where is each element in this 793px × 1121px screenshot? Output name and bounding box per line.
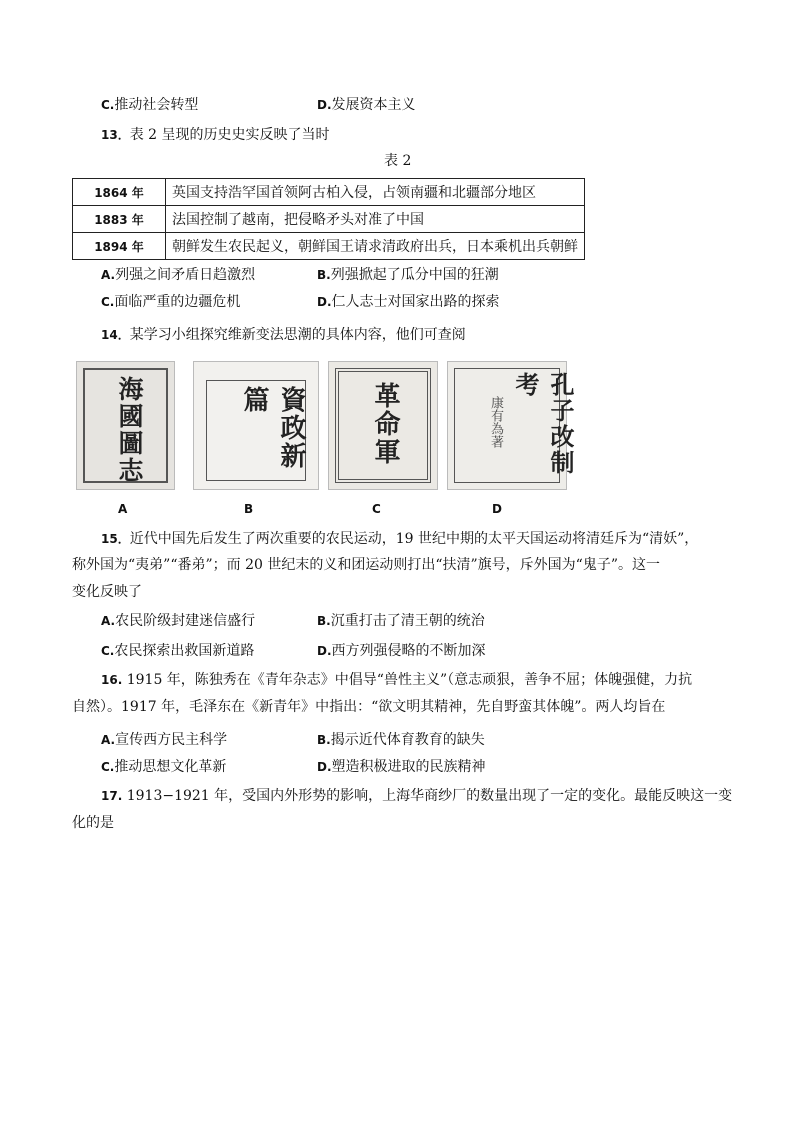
table-row: 1894 年 朝鲜发生农民起义，朝鲜国王请求清政府出兵，日本乘机出兵朝鲜 <box>73 233 585 260</box>
q13-table-title: 表 2 <box>384 153 412 169</box>
table-row: 1883 年 法国控制了越南，把侵略矛头对准了中国 <box>73 206 585 233</box>
q15-option-a: A.农民阶级封建迷信盛行 <box>101 613 256 629</box>
q13-option-b: B.列强掀起了瓜分中国的狂潮 <box>317 267 499 283</box>
book-title-c: 革命軍 <box>370 382 400 466</box>
q17-stem-line2: 化的是 <box>72 815 114 831</box>
q15-stem-line3: 变化反映了 <box>72 584 142 600</box>
q14-stem: 14．某学习小组探究维新变法思潮的具体内容，他们可查阅 <box>101 327 466 343</box>
q13-table <box>72 178 585 260</box>
table-row: 1864 年 英国支持浩罕国首领阿古柏入侵，占领南疆和北疆部分地区 <box>73 179 585 206</box>
book-title-a: 海國圖志 <box>115 376 144 484</box>
book-cover-c-image <box>328 361 438 490</box>
q13-stem: 13．表 2 呈现的历史史实反映了当时 <box>101 127 330 143</box>
image-label-b: B <box>244 502 254 516</box>
q15-option-c: C.农民探索出救国新道路 <box>101 643 255 659</box>
book-title-d: 孔子改制考 <box>511 372 575 476</box>
book-title-b: 資政新篇 <box>239 386 306 470</box>
q13-option-a: A.列强之间矛盾日趋激烈 <box>101 267 256 283</box>
q13-option-d: D.仁人志士对国家出路的探索 <box>317 294 500 310</box>
q16-option-a: A.宣传西方民主科学 <box>101 732 228 748</box>
q15-option-d: D.西方列强侵略的不断加深 <box>317 643 486 659</box>
q15-stem-line1: 15．近代中国先后发生了两次重要的农民运动，19 世纪中期的太平天国运动将清廷斥为“清妖”， <box>101 531 699 547</box>
image-label-a: A <box>118 502 128 516</box>
q15-stem-line2: 称外国为“夷弟”“番弟”；而 20 世纪末的义和团运动则打出“扶清”旗号，斥外国为“鬼子”。这一 <box>72 557 660 573</box>
q13-option-c: C.面临严重的边疆危机 <box>101 294 241 310</box>
book-cover-b-image <box>193 361 319 490</box>
book-author-d: 康有為著 <box>488 396 503 448</box>
q17-stem-line1: 17. 1913−1921 年，受国内外形势的影响，上海华商纱厂的数量出现了一定的变化。最能反映这一变 <box>101 788 733 804</box>
image-label-c: C <box>372 502 381 516</box>
book-cover-a-image <box>76 361 175 490</box>
q16-option-d: D.塑造积极进取的民族精神 <box>317 759 486 775</box>
image-label-d: D <box>492 502 502 516</box>
q16-stem-line1: 16. 1915 年，陈独秀在《青年杂志》中倡导“兽性主义”（意志顽狠，善争不屈；体魄强健，力抗 <box>101 672 693 688</box>
q15-option-b: B.沉重打击了清王朝的统治 <box>317 613 485 629</box>
q16-option-b: B.揭示近代体育教育的缺失 <box>317 732 485 748</box>
q16-option-c: C.推动思想文化革新 <box>101 759 227 775</box>
q12-option-c: C.推动社会转型 <box>101 97 199 113</box>
book-cover-d-image <box>447 361 575 490</box>
q16-stem-line2: 自然）。1917 年，毛泽东在《新青年》中指出：“欲文明其精神，先自野蛮其体魄”。两人均旨在 <box>72 699 666 715</box>
q12-option-d: D.发展资本主义 <box>317 97 416 113</box>
